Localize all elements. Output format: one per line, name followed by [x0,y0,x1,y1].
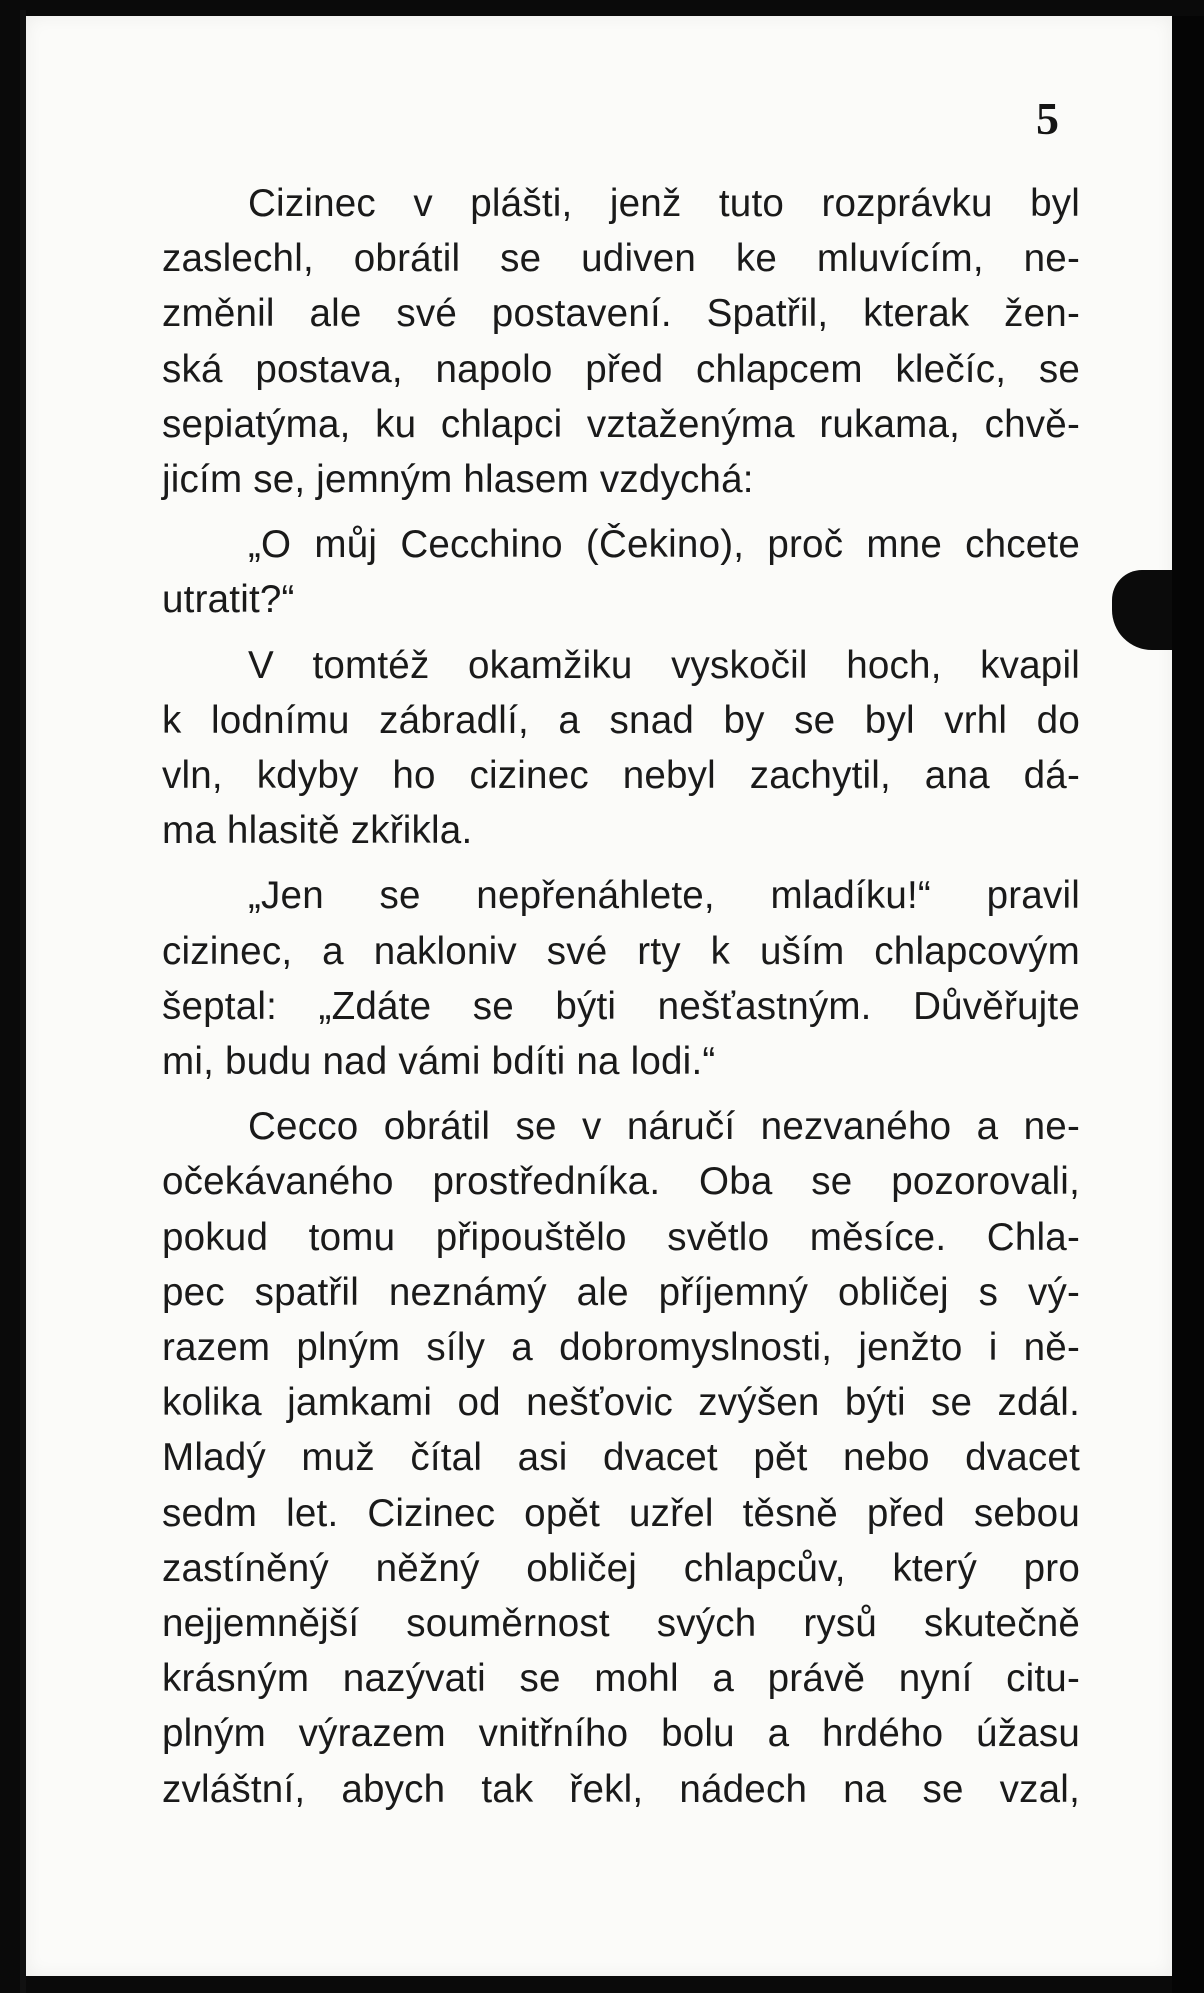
text-line: V tomtéž okamžiku vyskočil hoch, kvapil [248,643,1080,687]
paragraph-1 [162,176,1080,507]
text-line: sedm let. Cizinec opět uzřel těsně před sebou [162,1491,1080,1535]
text-line: Cecco obrátil se v náručí nezvaného a ne- [248,1105,1080,1149]
text-line: mi, budu nad vámi bdíti na lodi.“ [162,1040,716,1084]
text-line: ská postava, napolo před chlapcem klečíc, se [162,347,1080,391]
text-line: cizinec, a nakloniv své rty k uším chlapcovým [162,929,1080,973]
text-line: zastíněný něžný obličej chlapcův, který pro [162,1546,1080,1590]
text-line: utratit?“ [162,578,295,622]
text-line: jicím se, jemným hlasem vzdychá: [162,458,754,502]
page-body-text [162,176,1080,1817]
text-line: sepiatýma, ku chlapci vztaženýma rukama, chvě- [162,402,1080,446]
text-line: Cizinec v plášti, jenž tuto rozprávku byl [248,182,1080,225]
text-line: „Jen se nepřenáhlete, mladíku!“ pravil [248,874,1080,918]
text-line: „O můj Cecchino (Čekino), proč mne chcete [248,523,1080,567]
text-line: Mladý muž čítal asi dvacet pět nebo dvacet [162,1436,1080,1480]
page-number: 5 [1036,93,1059,144]
text-line: zvláštní, abych tak řekl, nádech na se vzal, [162,1767,1080,1811]
text-line: změnil ale své postavení. Spatřil, kterak žen- [162,292,1080,336]
text-line: pokud tomu připouštělo světlo měsíce. Chla- [162,1215,1080,1259]
paragraph-5 [162,1099,1080,1817]
text-line: plným výrazem vnitřního bolu a hrdého úžasu [162,1712,1080,1756]
paragraph-2 [162,517,1080,627]
book-page [26,16,1172,1976]
text-line: pec spatřil neznámý ale příjemný obličej s vý- [162,1270,1080,1314]
scan-right-edge [1172,16,1204,1993]
paragraph-4 [162,868,1080,1089]
text-line: ma hlasitě zkřikla. [162,809,473,853]
text-line: razem plným síly a dobromyslnosti, jenžto i ně- [162,1326,1080,1370]
text-line: vln, kdyby ho cizinec nebyl zachytil, ana dá- [162,754,1080,798]
text-line: k lodnímu zábradlí, a snad by se byl vrhl do [162,698,1080,742]
text-line: šeptal: „Zdáte se býti nešťastným. Důvěřujte [162,984,1080,1028]
paragraph-3 [162,638,1080,859]
text-line: zaslechl, obrátil se udiven ke mluvícím, ne- [162,237,1080,281]
text-line: očekávaného prostředníka. Oba se pozorovali, [162,1160,1080,1204]
text-line: nejjemnější souměrnost svých rysů skutečně [162,1602,1080,1646]
text-line: kolika jamkami od nešťovic zvýšen býti se zdál. [162,1381,1080,1425]
text-line: krásným nazývati se mohl a právě nyní citu- [162,1657,1080,1701]
